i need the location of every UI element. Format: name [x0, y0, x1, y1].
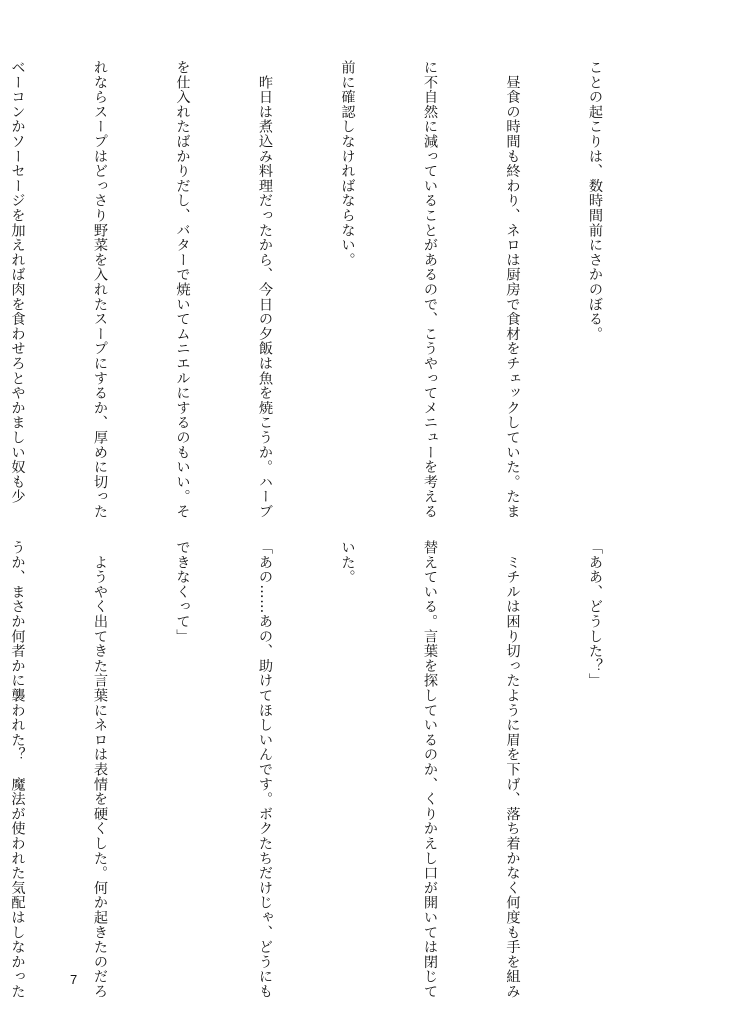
text-line: 「あの……あの、助けてほしいんです。ボクたちだけじゃ、どうにも [257, 540, 273, 999]
page-number: 7 [70, 972, 78, 987]
text-line: いた。 [339, 540, 356, 585]
text-line: れならスープはどっさり野菜を入れたスープにするか、厚めに切った [92, 60, 108, 519]
text-line: 昨日は煮込み料理だったから、今日の夕飯は魚を焼こうか。ハーブ [257, 60, 273, 519]
text-block-lower [0, 540, 663, 999]
text-line: ミチルは困り切ったように眉を下げ、落ち着かなく何度も手を組み [504, 540, 521, 999]
text-line: 昼食の時間も終わり、ネロは厨房で食材をチェックしていた。たま [504, 60, 521, 519]
text-line: 前に確認しなければならない。 [339, 60, 356, 268]
text-line: できなくって」 [174, 540, 191, 644]
text-line: に不自然に減っていることがあるので、こうやってメニューを考える [422, 60, 438, 519]
text-line: を仕入れたばかりだし、バターで焼いてムニエルにするのもいい。そ [174, 60, 191, 519]
text-line: うか、まさか何者かに襲われた？ 魔法が使われた気配はしなかった [9, 540, 26, 999]
text-block-upper [0, 60, 663, 519]
text-line: ようやく出てきた言葉にネロは表情を硬くした。何か起きたのだろ [92, 540, 108, 999]
text-line: 替えている。言葉を探しているのか、くりかえし口が開いては閉じて [422, 540, 438, 999]
text-line: 「ああ、どうした？」 [587, 540, 603, 688]
text-line: ベーコンかソーセージを加えれば肉を食わせろとやかましい奴も少 [9, 60, 26, 504]
text-line: ことの起こりは、数時間前にさかのぼる。 [587, 60, 603, 342]
